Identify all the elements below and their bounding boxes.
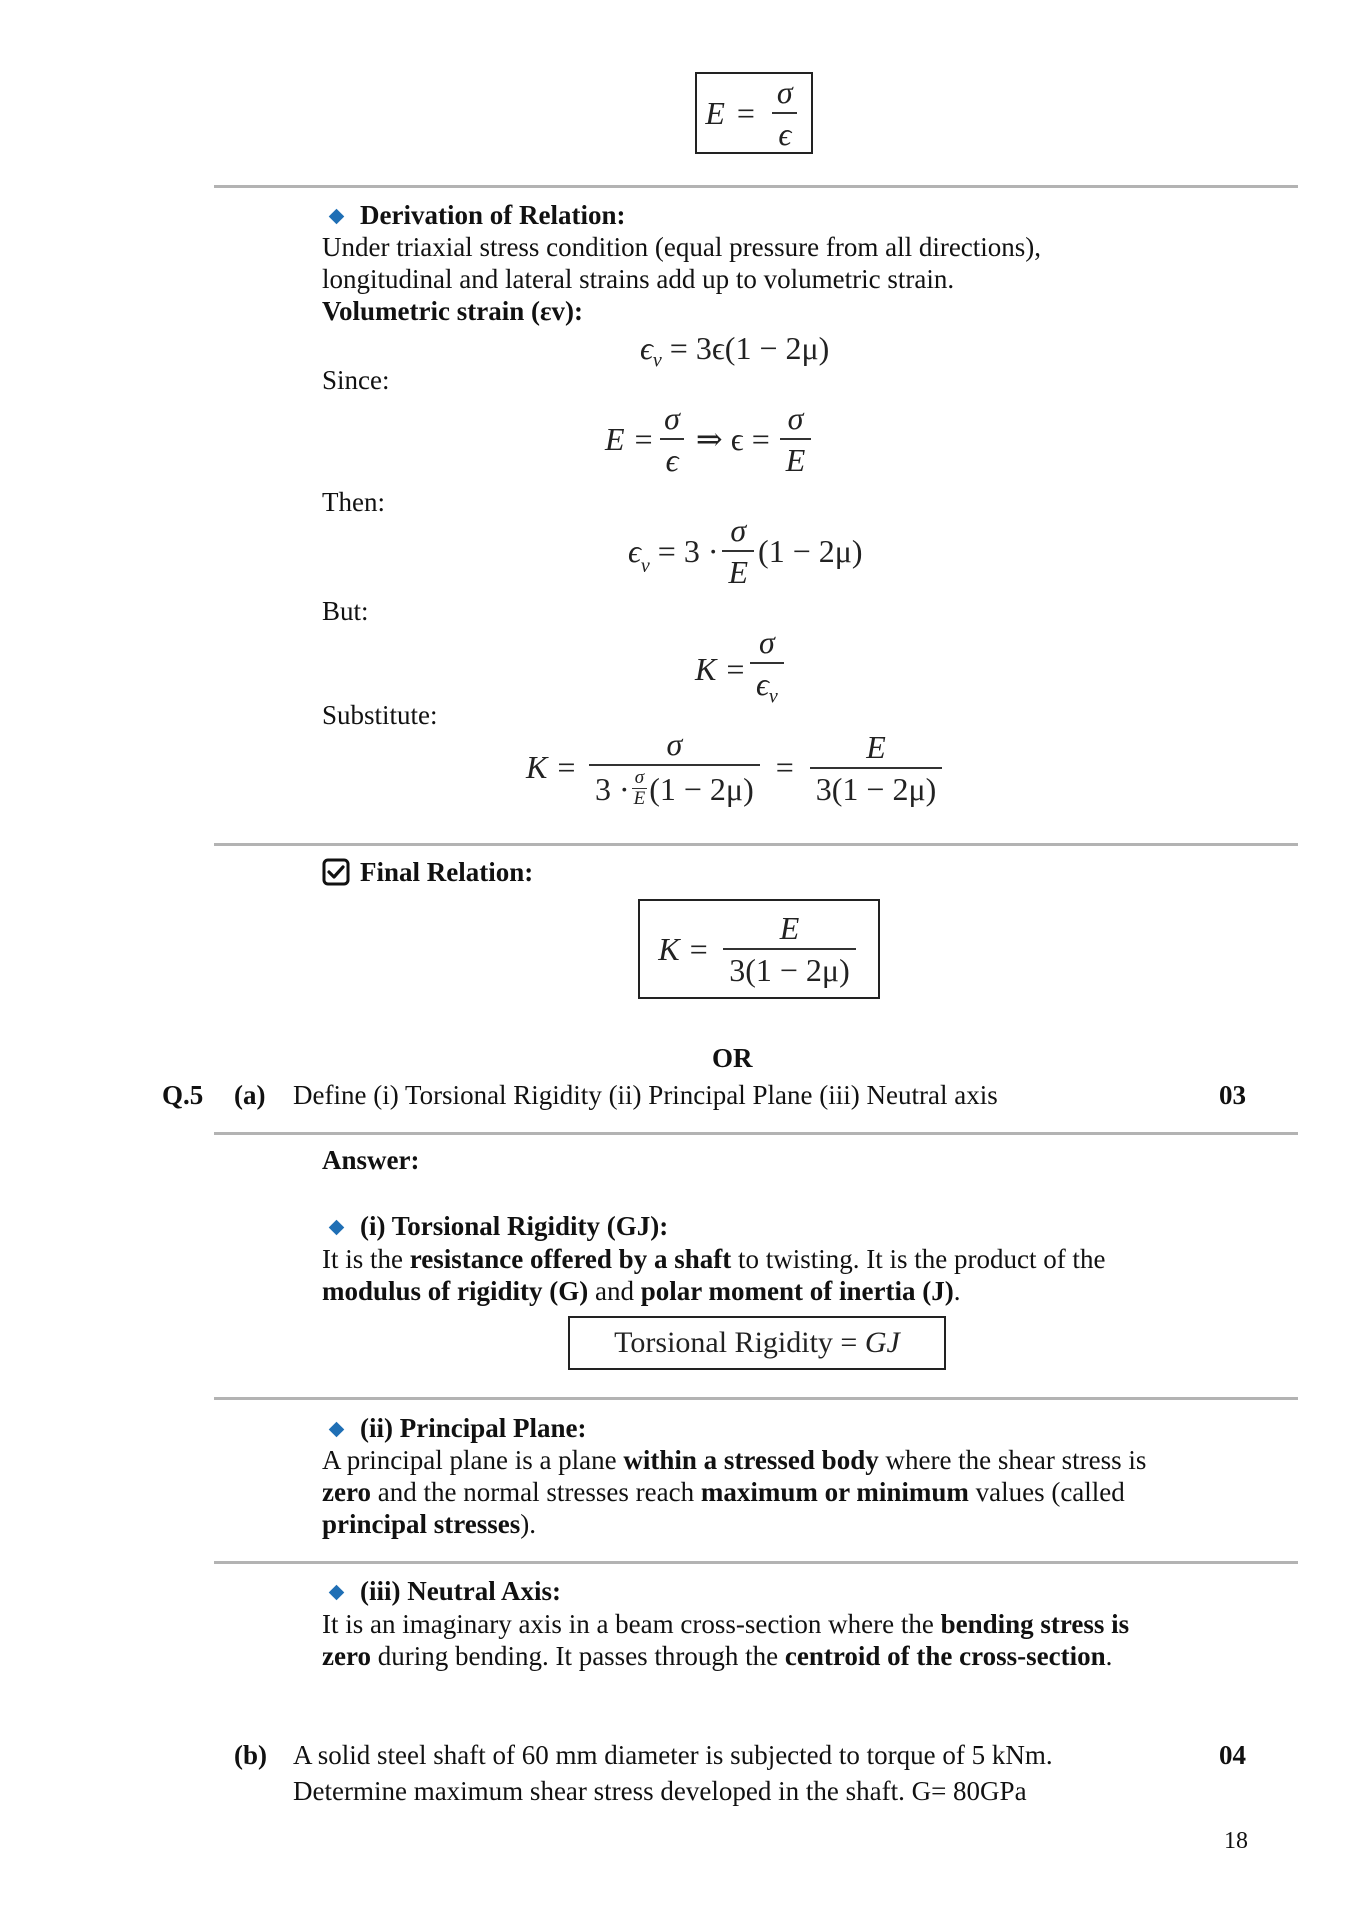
derivation-heading: Derivation of Relation: <box>322 199 625 231</box>
substitute-label: Substitute: <box>322 700 438 730</box>
question-part-b-line2: Determine maximum shear stress developed in the shaft. G= 80GPa <box>293 1776 1027 1806</box>
diamond-bullet-icon <box>329 1585 345 1601</box>
torsional-rigidity-heading: (i) Torsional Rigidity (GJ): <box>322 1210 668 1242</box>
principal-plane-line3: principal stresses). <box>322 1509 537 1539</box>
diamond-bullet-icon <box>329 209 345 225</box>
checkbox-icon <box>322 858 350 886</box>
final-relation-heading: Final Relation: <box>322 856 533 888</box>
since-label: Since: <box>322 365 390 395</box>
neutral-axis-line2: zero during bending. It passes through the centroid of the cross-section. <box>322 1641 1113 1671</box>
derivation-paragraph-line1: Under triaxial stress condition (equal pressure from all directions), <box>322 232 1042 262</box>
question-part-a-text: Define (i) Torsional Rigidity (ii) Principal Plane (iii) Neutral axis <box>293 1080 998 1110</box>
question-part-b-line1: A solid steel shaft of 60 mm diameter is subjected to torque of 5 kNm. <box>293 1740 1053 1770</box>
torsional-rigidity-formula-box: Torsional Rigidity = GJ <box>568 1316 946 1370</box>
principal-plane-heading: (ii) Principal Plane: <box>322 1412 586 1444</box>
page-number: 18 <box>1224 1828 1248 1854</box>
equation-volumetric-strain: $\epsilon_v = 3\epsilon(1 - 2\mu)$ <box>640 330 830 372</box>
answer-label: Answer: <box>322 1145 420 1175</box>
principal-plane-line1: A principal plane is a plane within a stressed body where the shear stress is <box>322 1445 1147 1475</box>
equation-volumetric-substituted: ϵ $_v$ = 3 · $\frac{\sigma}{E}$ (1 − 2μ) <box>628 512 863 590</box>
section-divider <box>214 1397 1298 1400</box>
question-part-b-label: (b) <box>234 1740 267 1770</box>
question-part-b-marks: 04 <box>1219 1740 1246 1770</box>
but-label: But: <box>322 596 369 626</box>
question-part-a-label: (a) <box>234 1080 266 1110</box>
neutral-axis-line1: It is an imaginary axis in a beam cross-section where the bending stress is <box>322 1609 1130 1639</box>
equation-bulk-modulus-definition: K = $\frac{\sigma}{\epsilon_v}$ <box>695 624 788 714</box>
question-number: Q.5 <box>162 1080 204 1110</box>
final-relation-formula-box: K = $\frac{E}{3(1 - 2\mu)}$ <box>638 899 880 999</box>
diamond-bullet-icon <box>329 1422 345 1438</box>
or-separator: OR <box>712 1043 753 1073</box>
volumetric-strain-label: Volumetric strain (εv): <box>322 296 583 326</box>
section-divider <box>214 1132 1298 1135</box>
section-divider <box>214 843 1298 846</box>
principal-plane-line2: zero and the normal stresses reach maximum or minimum values (called <box>322 1477 1125 1507</box>
formula-lhs: E <box>705 94 725 131</box>
equation-strain-from-modulus: E = $\frac{\sigma}{\epsilon}$ ⇒ ϵ = $\frac{\sigma}{E}$ <box>605 400 815 478</box>
equation-bulk-modulus-substituted: K = σ 3 · $\frac{\sigma}{E}$ (1 − 2μ) = $\frac{E}{3(1 - 2\mu)}$ <box>526 726 946 809</box>
neutral-axis-heading: (iii) Neutral Axis: <box>322 1575 561 1607</box>
torsional-rigidity-line1: It is the resistance offered by a shaft to twisting. It is the product of the <box>322 1244 1106 1274</box>
formula-box-young-modulus: E = $\frac{\sigma}{\epsilon}$ <box>695 72 813 154</box>
question-part-a-marks: 03 <box>1219 1080 1246 1110</box>
derivation-paragraph-line2: longitudinal and lateral strains add up to volumetric strain. <box>322 264 955 294</box>
formula-fraction: $\frac{\sigma}{\epsilon}$ <box>771 74 799 152</box>
then-label: Then: <box>322 487 385 517</box>
section-divider <box>214 185 1298 188</box>
torsional-rigidity-line2: modulus of rigidity (G) and polar moment of inertia (J). <box>322 1276 961 1306</box>
section-divider <box>214 1561 1298 1564</box>
diamond-bullet-icon <box>329 1220 345 1236</box>
